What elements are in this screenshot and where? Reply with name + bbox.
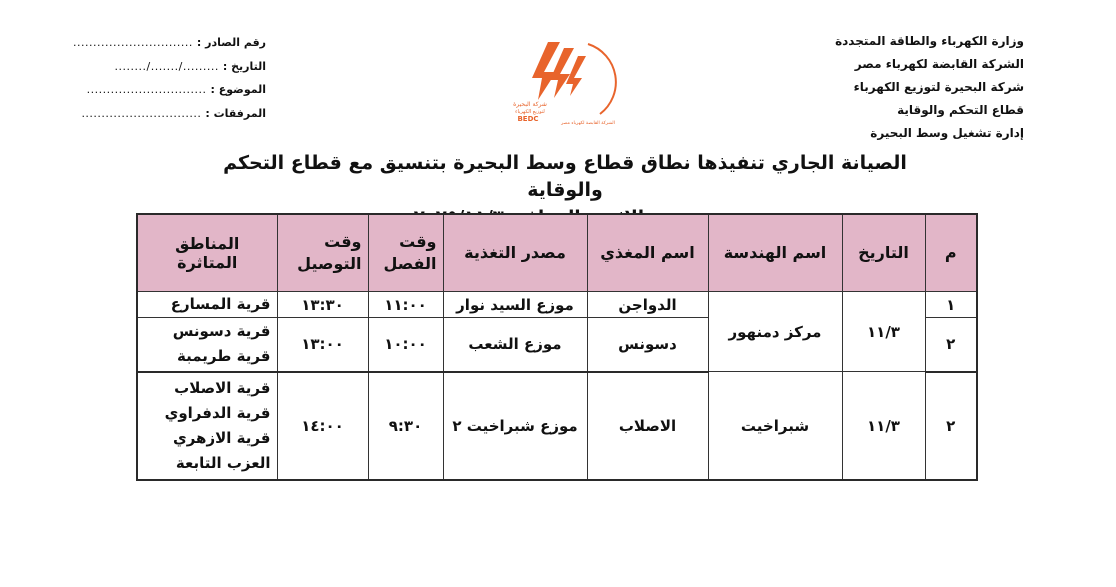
table-row	[137, 372, 977, 480]
maintenance-table	[136, 213, 978, 481]
row-source: موزع شبراخيت ٢	[443, 372, 587, 480]
company-logo	[508, 38, 618, 126]
connect-time-label-2: التوصيل	[297, 253, 362, 273]
row-cut-time: ٩:٣٠	[368, 372, 443, 480]
table-row	[137, 291, 977, 317]
logo-text-2: لتوزيع الكهرباء	[515, 109, 545, 115]
logo-ring-text: الشركة القابضة لكهرباء مصر	[561, 121, 615, 126]
row-num: ١	[925, 291, 977, 317]
col-header-cut-time	[368, 214, 443, 291]
col-header-feeder: اسم المغذي	[587, 214, 708, 291]
row-date: ١١/٣	[842, 372, 925, 480]
row-connect-time: ١٤:٠٠	[277, 372, 368, 480]
logo-bolt-3	[566, 56, 586, 96]
ministry-name: وزارة الكهرباء والطاقة المتجددة	[835, 34, 1024, 48]
area-name: قرية المسارع	[170, 295, 271, 313]
subject-value: ..............................	[86, 83, 207, 96]
document-meta-fields	[73, 31, 266, 125]
logo-bolt-2	[550, 48, 574, 98]
row-feeder: الاصلاب	[587, 372, 708, 480]
row-feeder: دسونس	[587, 318, 708, 372]
row-connect-time: ١٣:٣٠	[277, 291, 368, 317]
area-name: قرية الدفراوي	[164, 403, 271, 422]
row-num: ٢	[925, 318, 977, 372]
row-source: موزع السيد نوار	[443, 291, 587, 317]
row-num: ٢	[925, 372, 977, 480]
ministry-header	[724, 30, 1024, 145]
attachments-row	[81, 102, 266, 126]
table-header-row	[137, 214, 977, 291]
area-name: العزب التابعة	[175, 453, 271, 472]
ref-number-label: رقم الصادر :	[196, 36, 266, 49]
ref-number-row	[73, 31, 266, 55]
row-connect-time: ١٣:٠٠	[277, 318, 368, 372]
subject-row	[86, 78, 266, 102]
connect-time-label-1: وقت	[324, 231, 362, 251]
date-value: ......../......./.........	[114, 59, 219, 73]
row-engineering: شبراخيت	[708, 372, 842, 480]
col-header-areas: المناطق المتاثرة	[137, 214, 277, 291]
row-cut-time: ١١:٠٠	[368, 291, 443, 317]
attachments-value: ..............................	[81, 106, 202, 120]
subject-label: الموضوع :	[210, 83, 266, 96]
area-name: قرية طريمبة	[177, 347, 271, 366]
col-header-engineering: اسم الهندسة	[708, 214, 842, 291]
col-header-source: مصدر التغذية	[443, 214, 587, 291]
logo-ring-arc	[588, 44, 616, 114]
attachments-label: المرفقات :	[205, 106, 266, 120]
cut-time-label-1: وقت	[399, 231, 437, 251]
logo-abbr: BEDC	[517, 115, 539, 123]
company-name: شركة البحيرة لتوزيع الكهرباء	[853, 80, 1024, 94]
date-row	[96, 55, 266, 79]
report-title-main: الصيانة الجاري تنفيذها نطاق قطاع وسط البحيرة بتنسيق مع قطاع التحكم والوقاية	[223, 152, 907, 201]
row-areas	[137, 372, 277, 480]
col-header-num: م	[925, 214, 977, 291]
col-header-date: التاريخ	[842, 214, 925, 291]
row-areas	[137, 291, 277, 317]
ref-number-value: ..............................	[73, 36, 193, 49]
row-source: موزع الشعب	[443, 318, 587, 372]
row-cut-time: ١٠:٠٠	[368, 318, 443, 372]
date-label: التاريخ :	[222, 59, 266, 73]
row-engineering: مركز دمنهور	[708, 291, 842, 371]
row-areas	[137, 318, 277, 372]
area-name: قرية الاصلاب	[174, 378, 271, 397]
logo-text-1: شركة البحيرة	[513, 101, 547, 108]
cut-time-label-2: الفصل	[383, 253, 437, 273]
area-name: قرية الازهري	[172, 428, 271, 447]
area-name: قرية دسونس	[172, 322, 271, 341]
sector-name: قطاع التحكم والوقاية	[897, 103, 1024, 117]
row-feeder: الدواجن	[587, 291, 708, 317]
department-name: إدارة تشغيل وسط البحيرة	[870, 126, 1024, 140]
row-date: ١١/٣	[842, 291, 925, 371]
holding-company-name: الشركة القابضة لكهرباء مصر	[854, 57, 1024, 71]
col-header-connect-time	[277, 214, 368, 291]
